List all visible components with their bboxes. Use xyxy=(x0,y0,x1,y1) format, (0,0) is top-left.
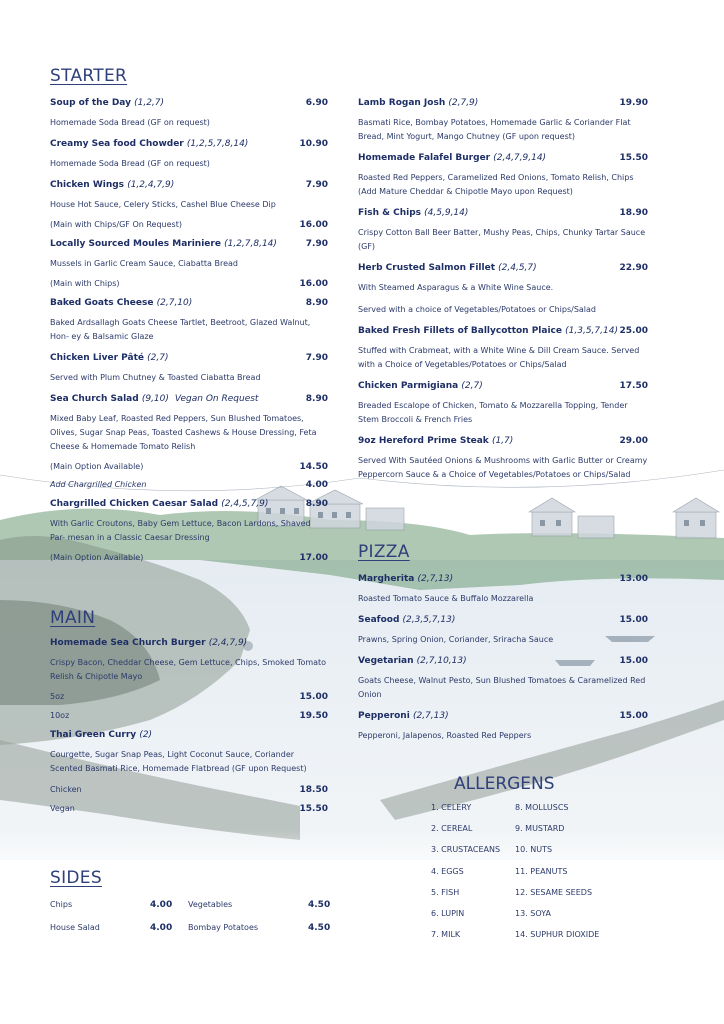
dish-description: Breaded Escalope of Chicken, Tomato & Mozzarella Topping, Tender Stem Broccoli & French Fries xyxy=(358,401,628,424)
allergen-entry: 6. LUPIN xyxy=(431,908,465,918)
pizza-item xyxy=(358,615,648,647)
dish-description: Homemade Soda Bread (GF on request) xyxy=(50,118,210,127)
dish-description: Crispy Cotton Ball Beer Batter, Mushy Peas, Chips, Chunky Tartar Sauce (GF) xyxy=(358,228,646,251)
main-item xyxy=(358,153,648,199)
sides-heading: SIDES xyxy=(50,868,102,888)
allergen-entry: 2. CEREAL xyxy=(431,824,473,834)
dish-price: 8.90 xyxy=(305,394,328,404)
starter-item xyxy=(50,298,328,344)
vegan-note: Vegan On Request xyxy=(174,394,259,404)
main-option-label: (Main with Chips/GF On Request) xyxy=(50,220,182,229)
dish-description: Goats Cheese, Walnut Pesto, Sun Blushed Tomatoes & Caramelized Red Onion xyxy=(358,676,646,699)
main-item xyxy=(358,436,648,482)
dish-price: 6.90 xyxy=(305,98,328,108)
allergen-entry: 5. FISH xyxy=(431,887,460,897)
size-option-label: 5oz xyxy=(50,692,65,701)
allergen-row xyxy=(431,845,599,866)
sides-row xyxy=(50,900,340,923)
dish-price: 7.90 xyxy=(305,353,328,363)
dish-description: Roasted Red Peppers, Caramelized Red Onions, Tomato Relish, Chips (Add Mature Cheddar & Chipotle Mayo upon Request) xyxy=(358,173,634,196)
side-price: 4.50 xyxy=(308,923,331,933)
side-price: 4.50 xyxy=(308,900,331,910)
main-item xyxy=(358,98,648,144)
dish-price: 22.90 xyxy=(619,263,648,273)
dish-serving-note: Served with a choice of Vegetables/Potatoes or Chips/Salad xyxy=(358,305,596,314)
dish-price: 15.50 xyxy=(619,153,648,163)
dish-description: With Garlic Croutons, Baby Gem Lettuce, Bacon Lardons, Shaved Par- mesan in a Classic Caesar Dressing xyxy=(50,519,311,542)
pizza-heading: PIZZA xyxy=(358,542,410,562)
main-item xyxy=(358,326,648,372)
dish-description: Mixed Baby Leaf, Roasted Red Peppers, Sun Blushed Tomatoes, Olives, Sugar Snap Peas, Toasted Cashews & House Dressing, Feta Cheese & Homemade Tomato Relish xyxy=(50,414,317,451)
dish-name: Homemade Sea Church Burger (2,4,7,9) xyxy=(50,638,248,648)
dish-name: Pepperoni (2,7,13) xyxy=(358,711,449,721)
allergen-entry: 1. CELERY xyxy=(431,803,472,812)
main-item xyxy=(50,638,328,721)
dish-name: Baked Fresh Fillets of Ballycotton Plaice (1,3,5,7,14) xyxy=(358,326,618,336)
allergen-entry: 10. NUTS xyxy=(515,845,553,855)
main-option-price: 16.00 xyxy=(299,279,328,289)
dish-price: 10.90 xyxy=(299,139,328,149)
allergen-entry: 13. SOYA xyxy=(515,908,551,918)
dish-price: 18.90 xyxy=(619,208,648,218)
allergen-entry: 14. SUPHUR DIOXIDE xyxy=(515,930,600,940)
curry-option-label: Vegan xyxy=(50,804,75,813)
allergen-row xyxy=(431,930,599,951)
dish-price: 7.90 xyxy=(305,180,328,190)
dish-description: Prawns, Spring Onion, Coriander, Sriracha Sauce xyxy=(358,635,554,644)
main-option-price: 14.50 xyxy=(299,462,328,472)
main-option-price: 16.00 xyxy=(299,220,328,230)
dish-name: Chicken Wings (1,2,4,7,9) xyxy=(50,180,175,190)
allergen-row xyxy=(431,909,599,930)
size-option-label: 10oz xyxy=(50,711,70,720)
dish-name: Margherita (2,7,13) xyxy=(358,574,454,584)
curry-option-price: 15.50 xyxy=(299,804,328,814)
starter-item xyxy=(50,353,328,385)
dish-name: Fish & Chips (4,5,9,14) xyxy=(358,208,469,218)
starter-item xyxy=(50,239,328,289)
dish-description: Homemade Soda Bread (GF on request) xyxy=(50,159,210,168)
dish-price: 19.90 xyxy=(619,98,648,108)
size-option-price: 15.00 xyxy=(299,692,328,702)
dish-description: Courgette, Sugar Snap Peas, Light Coconut Sauce, Coriander Scented Basmati Rice, Homemade Flatbread (GF upon Request) xyxy=(50,750,307,773)
starter-column xyxy=(50,98,328,572)
dish-price: 15.00 xyxy=(619,711,648,721)
dish-price: 17.50 xyxy=(619,381,648,391)
main-heading: MAIN xyxy=(50,608,96,628)
main-option-label: (Main Option Available) xyxy=(50,553,144,562)
main-item xyxy=(358,263,648,317)
dish-description: Served with Plum Chutney & Toasted Ciabatta Bread xyxy=(50,373,261,382)
dish-name: Chicken Liver Pâté (2,7) xyxy=(50,353,169,363)
curry-option-label: Chicken xyxy=(50,785,82,794)
sides-row xyxy=(50,923,340,946)
allergen-entry: 4. EGGS xyxy=(431,866,464,876)
starter-item xyxy=(50,394,328,490)
allergen-entry: 12. SESAME SEEDS xyxy=(515,887,593,897)
dish-price: 13.00 xyxy=(619,574,648,584)
starter-heading: STARTER xyxy=(50,66,128,86)
dish-price: 29.00 xyxy=(619,436,648,446)
dish-description: House Hot Sauce, Celery Sticks, Cashel Blue Cheese Dip xyxy=(50,200,276,209)
add-on-price: 4.00 xyxy=(305,480,328,490)
starter-item xyxy=(50,180,328,230)
pizza-item xyxy=(358,711,648,743)
dish-name: Soup of the Day (1,2,7) xyxy=(50,98,165,108)
size-option-price: 19.50 xyxy=(299,711,328,721)
main-item xyxy=(50,730,328,814)
main-item xyxy=(358,208,648,254)
dish-price: 8.90 xyxy=(305,499,328,509)
allergen-row xyxy=(431,824,599,845)
allergen-entry: 7. MILK xyxy=(431,930,461,940)
dish-name: Sea Church Salad (9,10) Vegan On Request xyxy=(50,394,259,404)
dish-description: Roasted Tomato Sauce & Buffalo Mozzarella xyxy=(358,594,534,603)
dish-description: Served With Sautéed Onions & Mushrooms with Garlic Butter or Creamy Peppercorn Sauce & a Choice of Vegetables/Potatoes or Chips/Salad xyxy=(358,456,648,479)
dish-name: Seafood (2,3,5,7,13) xyxy=(358,615,456,625)
curry-option-price: 18.50 xyxy=(299,785,328,795)
allergen-row xyxy=(431,867,599,888)
allergen-row xyxy=(431,888,599,909)
dish-price: 15.00 xyxy=(619,615,648,625)
dish-description: Basmati Rice, Bombay Potatoes, Homemade Garlic & Coriander Flat Bread, Mint Yogurt, Mango Chutney (GF upon request) xyxy=(358,118,631,141)
dish-name: Lamb Rogan Josh (2,7,9) xyxy=(358,98,479,108)
main-option-price: 17.00 xyxy=(299,553,328,563)
dish-description: Baked Ardsallagh Goats Cheese Tartlet, Beetroot, Glazed Walnut, Hon- ey & Balsamic Glaze xyxy=(50,318,311,341)
side-name: House Salad xyxy=(50,923,100,932)
allergen-row xyxy=(431,803,599,824)
allergens-list xyxy=(431,803,599,951)
dish-name: Herb Crusted Salmon Fillet (2,4,5,7) xyxy=(358,263,537,273)
dish-description: Mussels in Garlic Cream Sauce, Ciabatta Bread xyxy=(50,259,239,268)
dish-name: Baked Goats Cheese (2,7,10) xyxy=(50,298,193,308)
dish-name: Thai Green Curry (2) xyxy=(50,730,153,740)
dish-description: Stuffed with Crabmeat, with a White Wine & Dill Cream Sauce. Served with a Choice of Vegetables/Potatoes or Chips/Salad xyxy=(358,346,640,369)
main-option-label: (Main Option Available) xyxy=(50,462,144,471)
side-name: Vegetables xyxy=(188,900,233,909)
dish-description: Pepperoni, Jalapenos, Roasted Red Peppers xyxy=(358,731,532,740)
dish-name: Vegetarian (2,7,10,13) xyxy=(358,656,467,666)
dish-price: 8.90 xyxy=(305,298,328,308)
side-price: 4.00 xyxy=(150,900,173,910)
dish-name: Chargrilled Chicken Caesar Salad (2,4,5,7,9) xyxy=(50,499,269,509)
starter-item xyxy=(50,499,328,563)
dish-name: Chicken Parmigiana (2,7) xyxy=(358,381,483,391)
starter-item xyxy=(50,98,328,130)
dish-price: 7.90 xyxy=(305,239,328,249)
allergen-entry: 9. MUSTARD xyxy=(515,824,565,834)
side-name: Bombay Potatoes xyxy=(188,923,259,932)
main-right-column xyxy=(358,98,648,491)
pizza-item xyxy=(358,574,648,606)
allergens-heading: ALLERGENS xyxy=(454,774,555,794)
starter-item xyxy=(50,139,328,171)
dish-description: Crispy Bacon, Cheddar Cheese, Gem Lettuce, Chips, Smoked Tomato Relish & Chipotle Mayo xyxy=(50,658,327,681)
dish-name: Creamy Sea food Chowder (1,2,5,7,8,14) xyxy=(50,139,249,149)
dish-price: 25.00 xyxy=(619,326,648,336)
dish-description: With Steamed Asparagus & a White Wine Sauce. xyxy=(358,283,554,292)
allergen-entry: 8. MOLLUSCS xyxy=(515,803,569,812)
side-price: 4.00 xyxy=(150,923,173,933)
pizza-item xyxy=(358,656,648,702)
dish-name: Homemade Falafel Burger (2,4,7,9,14) xyxy=(358,153,547,163)
main-item xyxy=(358,381,648,427)
pizza-column xyxy=(358,574,648,752)
add-on-label: Add Chargrilled Chicken xyxy=(50,480,147,489)
allergen-entry: 3. CRUSTACEANS xyxy=(431,845,501,855)
dish-name: Locally Sourced Moules Mariniere (1,2,7,8,14) xyxy=(50,239,277,249)
main-left-column xyxy=(50,638,328,823)
main-option-label: (Main with Chips) xyxy=(50,279,120,288)
dish-price: 15.00 xyxy=(619,656,648,666)
sides-table xyxy=(50,900,340,946)
side-name: Chips xyxy=(50,900,73,909)
allergen-entry: 11. PEANUTS xyxy=(515,866,568,876)
dish-name: 9oz Hereford Prime Steak (1,7) xyxy=(358,436,514,446)
